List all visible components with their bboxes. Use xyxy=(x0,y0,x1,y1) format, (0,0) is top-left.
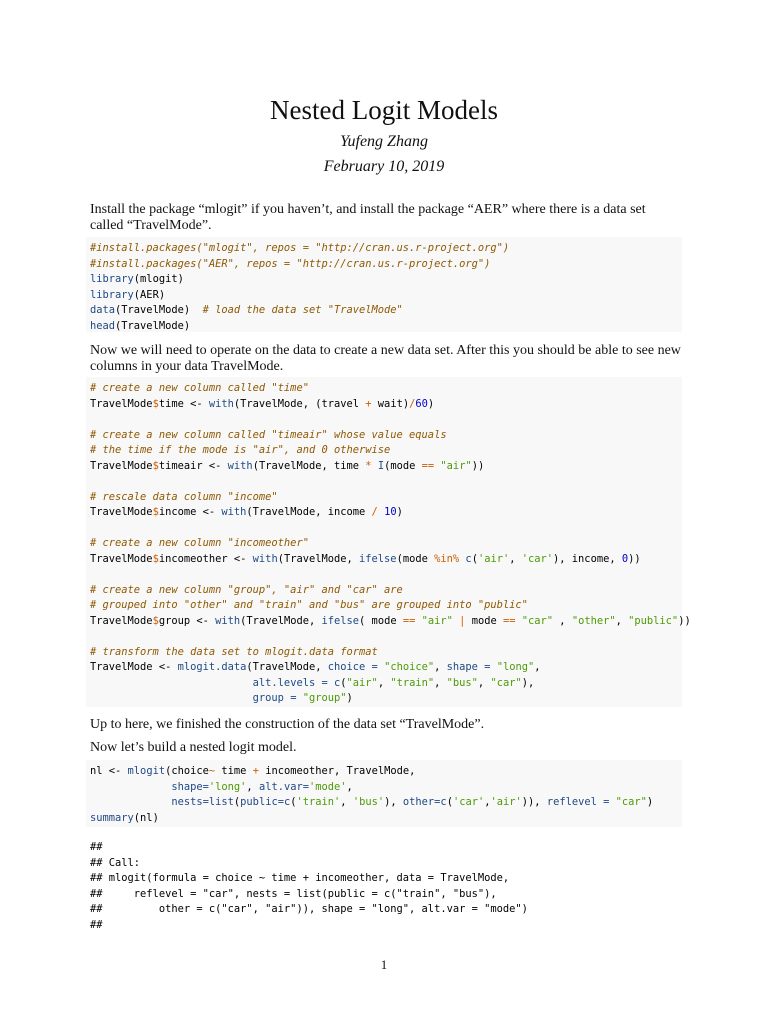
code-line xyxy=(90,257,682,273)
code-token: shape = xyxy=(446,661,491,673)
code-token: with xyxy=(215,614,241,627)
code-output xyxy=(86,836,682,936)
code-token: mode xyxy=(465,614,503,627)
code-token: # create a new column called "timeair" whose value equals xyxy=(90,428,447,441)
code-token xyxy=(90,692,253,704)
code-token: (mode xyxy=(396,552,435,565)
code-token xyxy=(90,781,171,793)
code-token: + xyxy=(365,397,372,410)
code-line xyxy=(90,412,682,428)
code-token: (AER) xyxy=(133,288,166,301)
code-token: other= xyxy=(402,796,441,808)
code-token: #install.packages("AER", repos = "http://cran.us.r-project.org") xyxy=(90,257,491,270)
code-token: with xyxy=(221,506,247,518)
code-token: c xyxy=(283,796,291,808)
code-token: reflevel = xyxy=(546,796,610,808)
code-token: 'mode' xyxy=(308,780,347,793)
code-token: group <- xyxy=(158,614,216,627)
author-name: Yufeng Zhang xyxy=(340,133,428,150)
code-token: "air" xyxy=(440,459,472,472)
code-token: 60 xyxy=(415,397,428,410)
code-block-transform xyxy=(86,377,691,707)
code-token: "public" xyxy=(628,614,679,627)
code-token: "car" xyxy=(521,614,554,627)
code-token: ( xyxy=(233,796,241,808)
code-token: (TravelMode) xyxy=(115,319,191,332)
code-token: with xyxy=(227,459,253,472)
code-line xyxy=(90,811,682,827)
code-token: == xyxy=(421,459,435,472)
code-token: list xyxy=(208,796,234,808)
code-token: TravelMode xyxy=(90,397,153,410)
code-token: 'car' xyxy=(452,796,485,808)
code-token: $ xyxy=(152,552,159,565)
code-line xyxy=(90,614,691,630)
code-token: $ xyxy=(152,459,159,472)
code-token: | xyxy=(459,614,466,627)
code-token: "other" xyxy=(571,614,616,627)
code-token: 'car' xyxy=(521,552,554,565)
code-token: # the time if the mode is "air", and 0 otherwise xyxy=(90,444,391,456)
code-token: , xyxy=(484,796,491,808)
code-token: (TravelMode, xyxy=(246,661,328,673)
code-token: (TravelMode, time xyxy=(252,459,366,472)
code-token: $ xyxy=(152,614,159,627)
code-token: (mode xyxy=(384,459,422,472)
paper-date: February 10, 2019 xyxy=(323,158,445,175)
code-line xyxy=(90,583,682,599)
code-token: "car" xyxy=(490,676,522,689)
code-token: (TravelMode, xyxy=(277,552,360,565)
code-token: %in% xyxy=(434,552,460,565)
code-token: , xyxy=(346,780,353,793)
code-line xyxy=(90,459,682,475)
code-token: == xyxy=(402,614,416,627)
code-line xyxy=(90,552,682,568)
code-token: with xyxy=(208,397,234,410)
code-token: (nl) xyxy=(133,811,159,824)
code-token: TravelMode xyxy=(90,552,153,565)
code-token: 'air' xyxy=(490,796,522,808)
code-line xyxy=(90,443,682,459)
code-token: "group" xyxy=(302,692,347,704)
code-token: , xyxy=(477,676,491,689)
code-token: c xyxy=(334,676,341,689)
code-token: , xyxy=(534,661,541,673)
code-token: ), xyxy=(384,796,403,808)
code-token: , xyxy=(434,676,447,689)
code-token: public= xyxy=(240,796,284,808)
code-token: ( mode xyxy=(359,614,403,627)
code-token: "car" xyxy=(615,796,647,808)
code-token: + xyxy=(252,765,259,777)
code-token: library xyxy=(90,273,134,285)
code-token: c xyxy=(440,796,447,808)
code-token: ) xyxy=(427,397,435,410)
code-token: mlogit.data xyxy=(177,661,247,673)
code-line xyxy=(90,567,682,583)
code-token: (choice xyxy=(165,765,209,777)
code-token: wait) xyxy=(371,397,410,410)
code-line xyxy=(90,691,682,707)
code-token: 0 xyxy=(621,552,629,565)
code-token xyxy=(90,796,171,808)
code-token: "train" xyxy=(390,676,435,689)
code-line xyxy=(90,660,682,676)
code-token: * xyxy=(365,459,372,472)
output-line: ## reflevel = "car", nests = list(public = c("train", "bus"), xyxy=(90,887,497,900)
code-token: group = xyxy=(252,692,297,704)
code-token: (TravelMode, xyxy=(240,614,322,627)
code-token: "air" xyxy=(346,676,378,689)
code-line xyxy=(90,241,682,257)
code-token: ), xyxy=(521,676,535,689)
code-token: (TravelMode) xyxy=(115,304,203,316)
code-token: == xyxy=(502,614,516,627)
code-token: alt.var= xyxy=(258,780,309,793)
code-token: timeair <- xyxy=(158,459,228,472)
code-line xyxy=(90,629,682,645)
code-line xyxy=(90,490,682,506)
output-line: ## Call: xyxy=(90,856,141,869)
code-token: ) xyxy=(346,692,353,704)
code-line xyxy=(90,288,682,304)
code-token: ( xyxy=(471,552,478,565)
code-token: , xyxy=(246,780,259,793)
code-token: ifelse xyxy=(359,552,397,565)
code-token: , xyxy=(553,614,572,627)
code-token: )) xyxy=(628,552,641,565)
code-token: (mlogit) xyxy=(133,273,184,285)
code-token: time xyxy=(215,765,253,777)
code-block-setup xyxy=(86,237,682,332)
code-token: incomeother, TravelMode, xyxy=(258,765,416,777)
output-line: ## mlogit(formula = choice ~ time + incomeother, data = TravelMode, xyxy=(90,872,510,884)
code-token: TravelMode xyxy=(90,506,153,518)
code-token: TravelMode xyxy=(90,459,153,472)
code-token: "bus" xyxy=(446,676,478,689)
code-line xyxy=(90,795,682,811)
code-token: data xyxy=(90,304,116,316)
code-token: )) xyxy=(678,614,691,627)
code-token: library xyxy=(90,288,134,301)
code-token: "choice" xyxy=(384,661,435,673)
code-line xyxy=(90,474,682,490)
code-line xyxy=(90,536,682,552)
code-token: income <- xyxy=(158,506,222,518)
code-token: )) xyxy=(471,459,485,472)
code-line xyxy=(90,764,682,780)
code-token: # create a new column "group", "air" and "car" are xyxy=(90,583,403,596)
code-token: ( xyxy=(340,676,347,689)
code-token: ( xyxy=(290,796,297,808)
code-token: , xyxy=(377,676,391,689)
code-token: # grouped into "other" and "train" and "bus" are grouped into "public" xyxy=(90,599,528,611)
code-token: 'long' xyxy=(208,780,247,793)
code-line xyxy=(90,645,682,661)
code-token: summary xyxy=(90,811,134,824)
code-token: $ xyxy=(152,397,159,410)
code-token: ifelse xyxy=(321,614,360,627)
code-token: ), income, xyxy=(553,552,622,565)
code-line xyxy=(90,397,682,413)
paragraph-finished: Up to here, we finished the construction of the data set “TravelMode”. xyxy=(90,717,485,732)
code-token: $ xyxy=(152,506,159,518)
code-token: # create a new column called "time" xyxy=(90,382,309,394)
code-token: time <- xyxy=(158,397,209,410)
code-line xyxy=(90,381,682,397)
code-token: TravelMode <- xyxy=(90,661,178,673)
code-token xyxy=(90,677,253,689)
code-token: "air" xyxy=(421,614,453,627)
code-line xyxy=(90,780,682,796)
code-token: ) xyxy=(646,796,654,808)
code-token: shape= xyxy=(171,780,209,793)
code-token: head xyxy=(90,319,116,332)
code-token: TravelMode xyxy=(90,614,153,627)
code-token: # create a new column "incomeother" xyxy=(90,537,309,549)
paper-title: Nested Logit Models xyxy=(270,95,498,125)
code-token: mlogit xyxy=(127,765,166,777)
code-token: # transform the data set to mlogit.data format xyxy=(90,645,378,658)
output-line: ## xyxy=(90,918,103,931)
code-block-model xyxy=(86,760,682,827)
code-token: alt.levels = xyxy=(252,676,328,689)
code-token: / xyxy=(371,506,378,518)
output-line: ## other = c("car", "air")), shape = "long", alt.var = "mode") xyxy=(90,903,528,915)
code-token: with xyxy=(252,552,278,565)
paragraph-install: Install the package “mlogit” if you haven’t, and install the package “AER” where there is a data set called “TravelMode”. xyxy=(90,202,646,233)
code-token: nl <- xyxy=(90,765,128,777)
code-token: "long" xyxy=(496,661,535,673)
code-token: ~ xyxy=(208,765,216,777)
code-token: c xyxy=(465,552,472,565)
code-line xyxy=(90,303,682,319)
code-line xyxy=(90,428,682,444)
code-token: # load the data set "TravelMode" xyxy=(202,304,403,316)
code-token: # rescale data column "income" xyxy=(90,490,278,503)
code-token: , xyxy=(434,661,447,673)
code-token: choice = xyxy=(327,661,378,673)
code-token: I xyxy=(377,459,385,472)
code-token: , xyxy=(340,796,353,808)
code-line xyxy=(90,521,682,537)
code-token: ) xyxy=(396,506,403,518)
code-token: 'bus' xyxy=(352,796,385,808)
code-token: 'air' xyxy=(477,552,510,565)
code-token: incomeother <- xyxy=(158,552,253,565)
paragraph-build-model: Now let’s build a nested logit model. xyxy=(90,740,297,755)
code-line xyxy=(90,676,682,692)
code-token: nests= xyxy=(171,796,209,808)
code-line xyxy=(90,319,682,335)
code-token: ( xyxy=(446,796,453,808)
code-line xyxy=(90,598,682,614)
code-line xyxy=(90,505,682,521)
code-token: (TravelMode, (travel xyxy=(233,397,366,410)
code-token: , xyxy=(509,552,522,565)
code-token: )), xyxy=(521,796,547,808)
page-number: 1 xyxy=(380,957,388,972)
code-token: (TravelMode, income xyxy=(246,506,372,518)
paragraph-operate: Now we will need to operate on the data to create a new data set. After this you should be able to see new columns in your data TravelMode. xyxy=(90,343,681,374)
code-token: #install.packages("mlogit", repos = "http://cran.us.r-project.org") xyxy=(90,242,510,254)
output-line: ## xyxy=(90,841,103,853)
code-token: / xyxy=(409,397,416,410)
code-token: 'train' xyxy=(296,796,341,808)
code-token: , xyxy=(615,614,629,627)
code-token: 10 xyxy=(384,506,397,518)
code-line xyxy=(90,272,682,288)
